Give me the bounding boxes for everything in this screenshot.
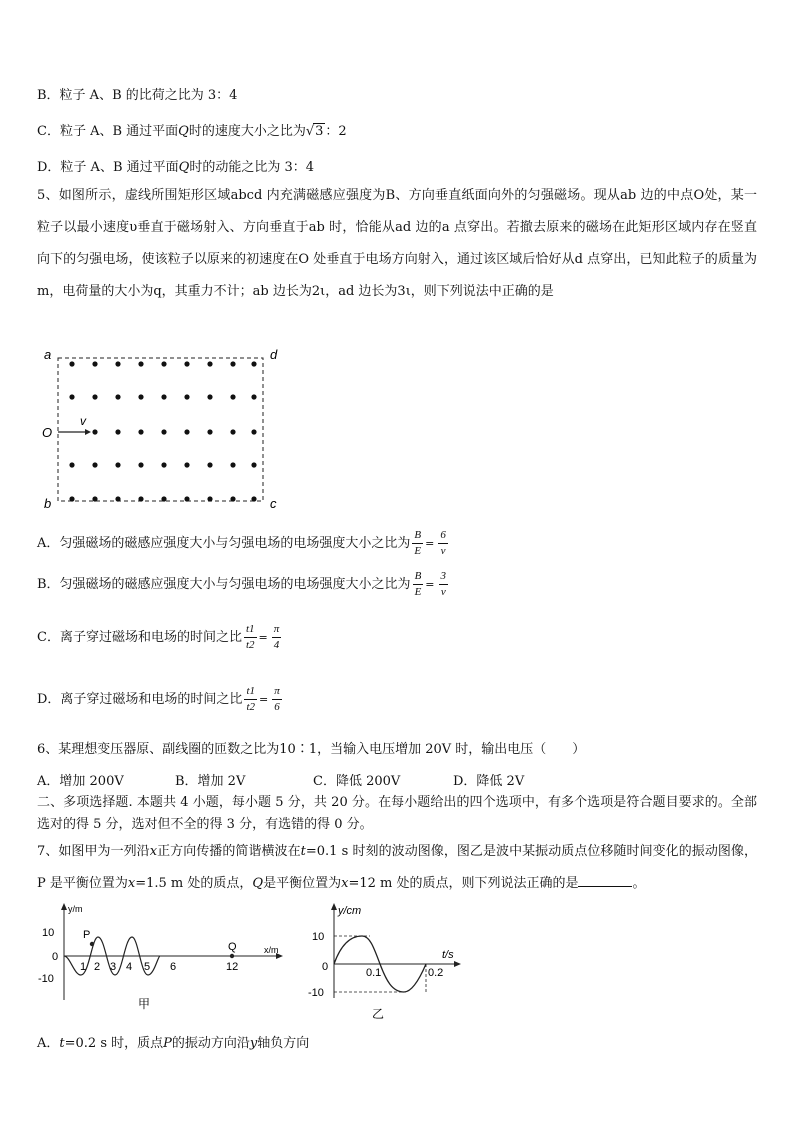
field-dot bbox=[230, 361, 235, 366]
field-dot bbox=[161, 462, 166, 467]
field-dot bbox=[92, 361, 97, 366]
q6-option-c: C．降低 200V bbox=[313, 774, 401, 789]
svg-text:6: 6 bbox=[170, 961, 177, 973]
field-dot bbox=[184, 394, 189, 399]
q6-stem: 6、某理想变压器原、副线圈的匝数之比为10∶1，当输入电压增加 20V 时，输出电压（ ） bbox=[37, 742, 586, 757]
field-dot bbox=[161, 361, 166, 366]
velocity-arrowhead bbox=[85, 429, 91, 435]
svg-text:y/m: y/m bbox=[68, 904, 83, 914]
q4-option-b: B．粒子 A、B 的比荷之比为 3：4 bbox=[37, 88, 238, 103]
svg-text:P: P bbox=[83, 929, 91, 941]
field-dot bbox=[115, 462, 120, 467]
svg-text:0: 0 bbox=[52, 951, 59, 963]
svg-text:0.2: 0.2 bbox=[428, 967, 444, 979]
field-dot bbox=[92, 429, 97, 434]
fraction-3-v: $\frac{3}{v}$ bbox=[440, 570, 447, 598]
field-dot bbox=[184, 429, 189, 434]
field-dot bbox=[251, 394, 256, 399]
field-dot bbox=[184, 361, 189, 366]
field-dot bbox=[184, 462, 189, 467]
fraction-b-e: $\frac{B}{E}$ bbox=[414, 529, 422, 557]
fraction-pi-4: $\frac{\pi}{4}$ bbox=[273, 623, 280, 651]
svg-text:2: 2 bbox=[94, 961, 101, 973]
q7-option-a: A．t=0.2 s 时，质点P的振动方向沿y轴负方向 bbox=[37, 1036, 310, 1051]
field-dot bbox=[69, 361, 74, 366]
fraction-6-v: $\frac{6}{v}$ bbox=[440, 529, 446, 557]
fraction-t1-t2: $\frac{t1}{t2}$ bbox=[245, 623, 255, 651]
svg-text:-10: -10 bbox=[308, 987, 324, 999]
field-dot bbox=[207, 361, 212, 366]
corner-a: a bbox=[44, 347, 52, 362]
q5-option-d-text: D．离子穿过磁场和电场的时间之比 bbox=[37, 692, 243, 707]
field-dot bbox=[230, 462, 235, 467]
svg-text:4: 4 bbox=[126, 961, 133, 973]
field-dot bbox=[161, 394, 166, 399]
q5-option-c-text: C．离子穿过磁场和电场的时间之比 bbox=[37, 630, 242, 645]
field-dot bbox=[115, 361, 120, 366]
q5-option-a: A．匀强磁场的磁感应强度大小与匀强电场的电场强度大小之比为 $\frac{B}{E}$ = $\frac{6}{v}$ bbox=[37, 529, 446, 557]
q5-option-d: D．离子穿过磁场和电场的时间之比 $\frac{t1}{t2}$ = $\frac{\pi}{6}$ bbox=[37, 685, 280, 713]
q4-option-c: C．粒子 A、B 通过平面Q时的速度大小之比为√3 ：2 bbox=[37, 124, 347, 139]
caption-yi: 乙 bbox=[372, 1007, 385, 1021]
field-dot bbox=[251, 462, 256, 467]
svg-text:1: 1 bbox=[80, 961, 87, 973]
field-dot bbox=[230, 394, 235, 399]
section-2-heading: 二、多项选择题. 本题共 4 小题，每小题 5 分，共 20 分。在每小题给出的四个选项中，有多个选项是符合题目要求的。全部选对的得 5 分，选对但不全的得 3 分，有选错的得 0 分。 bbox=[37, 795, 757, 832]
field-dot bbox=[138, 394, 143, 399]
point-o: O bbox=[42, 425, 53, 440]
field-dot bbox=[251, 496, 256, 501]
field-dot bbox=[207, 429, 212, 434]
wave-graph-jia bbox=[30, 900, 290, 1015]
field-dot bbox=[251, 361, 256, 366]
corner-d: d bbox=[270, 347, 278, 362]
corner-c: c bbox=[270, 496, 277, 511]
field-dot bbox=[251, 429, 256, 434]
point-q bbox=[230, 954, 234, 958]
q4-option-c-text: C．粒子 A、B 通过平面 bbox=[37, 124, 179, 139]
svg-text:0: 0 bbox=[322, 961, 329, 973]
sqrt-value: 3 bbox=[315, 124, 324, 139]
q7-stem: 7、如图甲为一列沿x正方向传播的简谐横波在t=0.1 s 时刻的波动图像，图乙是波中某振动质点位移随时间变化的振动图像，P 是平衡位置为x=1.5 m 处的质点，Q是平衡位置为x=12 m 处的质点，则下列说法正确的是 。 bbox=[37, 844, 757, 891]
svg-text:12: 12 bbox=[226, 961, 239, 973]
q5-option-c: C．离子穿过磁场和电场的时间之比 $\frac{t1}{t2}$ = $\frac{\pi}{4}$ bbox=[37, 623, 280, 651]
field-dot bbox=[207, 496, 212, 501]
field-dot bbox=[207, 394, 212, 399]
fraction-pi-6: $\frac{\pi}{6}$ bbox=[274, 685, 280, 713]
svg-text:y/cm: y/cm bbox=[338, 905, 362, 917]
fraction-t1-t2: $\frac{t1}{t2}$ bbox=[246, 685, 255, 713]
magnetic-field-figure bbox=[40, 344, 285, 514]
plane-q: Q bbox=[178, 160, 190, 175]
q5-stem: 5、如图所示，虚线所围矩形区域abcd 内充满磁感应强度为B、方向垂直纸面向外的匀强磁场。现从ab 边的中点O处，某一粒子以最小速度υ垂直于磁场射入、方向垂直于ab 时，恰能从ad 边的a 点穿出。若撤去原来的磁场在此矩形区域内存在竖直向下的匀强电场，使该粒子以原来的初速度在O 处垂直于电场方向射入，通过该区域后恰好从d 点穿出，已知此粒子的质量为m，电荷量的大小为q，其重力不计；ab 边长为2ι，ad 边长为3ι，则下列说法中正确的是 bbox=[37, 188, 757, 299]
field-dot bbox=[115, 429, 120, 434]
point-p bbox=[90, 942, 94, 946]
field-dot bbox=[161, 496, 166, 501]
svg-text:10: 10 bbox=[312, 931, 325, 943]
q5-option-a-text: A．匀强磁场的磁感应强度大小与匀强电场的电场强度大小之比为 bbox=[37, 536, 411, 551]
corner-b: b bbox=[44, 496, 52, 511]
field-dot bbox=[92, 496, 97, 501]
svg-text:Q: Q bbox=[228, 941, 237, 953]
svg-text:0.1: 0.1 bbox=[366, 967, 382, 979]
fraction-b-e: $\frac{B}{E}$ bbox=[414, 570, 422, 598]
field-dot bbox=[138, 429, 143, 434]
svg-text:x/m: x/m bbox=[264, 945, 279, 955]
q5-option-b-text: B．匀强磁场的磁感应强度大小与匀强电场的电场强度大小之比为 bbox=[37, 577, 411, 592]
svg-text:-10: -10 bbox=[38, 973, 54, 985]
field-dot bbox=[230, 496, 235, 501]
field-dot bbox=[92, 394, 97, 399]
plane-q: Q bbox=[178, 124, 189, 139]
q6-option-b: B．增加 2V bbox=[175, 774, 246, 789]
caption-jia: 甲 bbox=[138, 997, 151, 1011]
q4-option-c-post: ：2 bbox=[325, 124, 347, 139]
field-dot bbox=[138, 361, 143, 366]
field-dot bbox=[69, 496, 74, 501]
dashed-rectangle bbox=[58, 358, 263, 501]
q4-option-d-text: D．粒子 A、B 通过平面 bbox=[37, 160, 179, 175]
field-dot bbox=[115, 496, 120, 501]
q4-option-d bbox=[37, 156, 314, 175]
field-dot bbox=[230, 429, 235, 434]
velocity-label: v bbox=[80, 414, 86, 428]
svg-text:t/s: t/s bbox=[442, 949, 454, 961]
field-dot bbox=[69, 394, 74, 399]
field-dot bbox=[69, 462, 74, 467]
q6-option-d: D．降低 2V bbox=[453, 774, 525, 789]
field-dot bbox=[184, 496, 189, 501]
q5-option-b: B．匀强磁场的磁感应强度大小与匀强电场的电场强度大小之比为 $\frac{B}{E}$ = $\frac{3}{v}$ bbox=[37, 570, 447, 598]
field-dot bbox=[115, 394, 120, 399]
field-dot bbox=[161, 429, 166, 434]
field-dot bbox=[207, 462, 212, 467]
q6-option-a: A．增加 200V bbox=[37, 774, 124, 789]
q4-option-d-post: 时的动能之比为 3：4 bbox=[189, 160, 314, 175]
field-dots bbox=[69, 361, 256, 501]
q4-option-c-mid: 时的速度大小之比为 bbox=[188, 124, 306, 139]
svg-text:3: 3 bbox=[110, 961, 117, 973]
answer-blank bbox=[578, 874, 632, 887]
svg-text:10: 10 bbox=[42, 927, 55, 939]
field-dot bbox=[92, 462, 97, 467]
field-dot bbox=[138, 462, 143, 467]
svg-text:5: 5 bbox=[144, 961, 151, 973]
field-dot bbox=[138, 496, 143, 501]
vibration-graph-yi bbox=[300, 898, 470, 1023]
